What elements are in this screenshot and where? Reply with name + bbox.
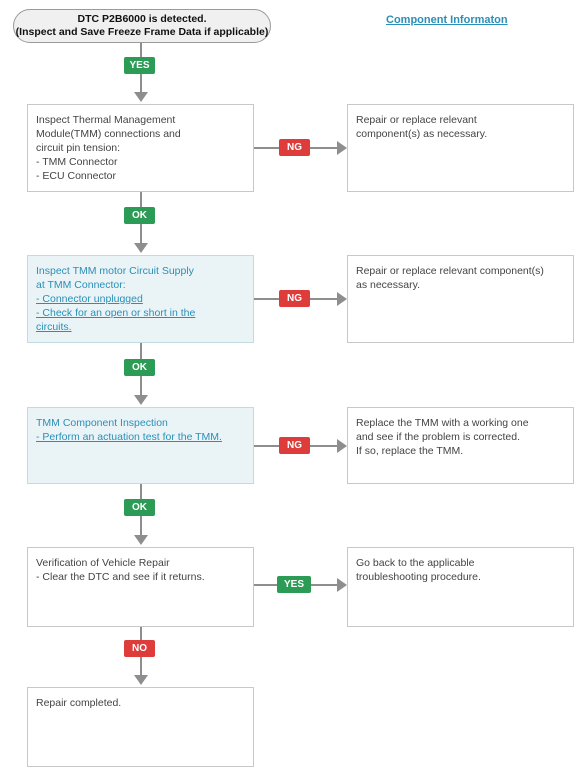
ok-badge: OK	[124, 207, 155, 224]
step-tmm-circuit-supply	[27, 255, 254, 343]
result-line: and see if the problem is corrected.	[356, 431, 521, 443]
result-line: Repair or replace relevant component(s)	[356, 265, 544, 277]
step-line: Module(TMM) connections and	[36, 128, 181, 140]
step-line: at TMM Connector:	[36, 279, 126, 291]
step-verify-repair	[27, 547, 254, 627]
result-go-back	[347, 547, 574, 627]
arrow-down-icon	[134, 395, 148, 405]
result-line: as necessary.	[356, 279, 420, 291]
start-subtitle: (Inspect and Save Freeze Frame Data if applicable)	[15, 26, 269, 38]
step-line: - ECU Connector	[36, 170, 116, 182]
step-line: TMM Component Inspection	[36, 417, 168, 429]
ok-badge: OK	[124, 499, 155, 516]
result-line: troubleshooting procedure.	[356, 571, 481, 583]
arrow-down-icon	[134, 535, 148, 545]
result-line: Replace the TMM with a working one	[356, 417, 529, 429]
ok-badge: OK	[124, 359, 155, 376]
yes-badge: YES	[277, 576, 311, 593]
final-repair-completed	[27, 687, 254, 767]
arrow-down-icon	[134, 243, 148, 253]
ng-badge: NG	[279, 437, 310, 454]
result-line: Repair or replace relevant	[356, 114, 477, 126]
ng-badge: NG	[279, 139, 310, 156]
result-repair-connections	[347, 104, 574, 192]
arrow-right-icon	[337, 578, 347, 592]
arrow-down-icon	[134, 92, 148, 102]
arrow-right-icon	[337, 292, 347, 306]
step-line: - Clear the DTC and see if it returns.	[36, 571, 205, 583]
step-tmm-component-inspection	[27, 407, 254, 484]
ng-badge: NG	[279, 290, 310, 307]
step-link[interactable]: - Check for an open or short in the	[36, 307, 196, 319]
no-badge: NO	[124, 640, 155, 657]
final-text: Repair completed.	[36, 697, 122, 709]
step-link[interactable]: - Perform an actuation test for the TMM.	[36, 431, 222, 443]
step-line: circuit pin tension:	[36, 142, 121, 154]
step-line: Inspect TMM motor Circuit Supply	[36, 265, 194, 277]
arrow-right-icon	[337, 439, 347, 453]
step-tmm-connections	[27, 104, 254, 192]
start-title: DTC P2B6000 is detected.	[77, 13, 207, 25]
result-line: component(s) as necessary.	[356, 128, 488, 140]
step-line: - TMM Connector	[36, 156, 118, 168]
arrow-right-icon	[337, 141, 347, 155]
step-link[interactable]: - Connector unplugged	[36, 293, 143, 305]
result-line: If so, replace the TMM.	[356, 445, 464, 457]
step-line: Inspect Thermal Management	[36, 114, 176, 126]
result-replace-tmm	[347, 407, 574, 484]
arrow-down-icon	[134, 675, 148, 685]
step-line: Verification of Vehicle Repair	[36, 557, 170, 569]
start-node	[13, 9, 271, 43]
result-repair-circuit	[347, 255, 574, 343]
yes-badge: YES	[124, 57, 155, 74]
step-link[interactable]: circuits.	[36, 321, 72, 333]
component-information-link[interactable]: Component Informaton	[386, 14, 508, 26]
result-line: Go back to the applicable	[356, 557, 475, 569]
